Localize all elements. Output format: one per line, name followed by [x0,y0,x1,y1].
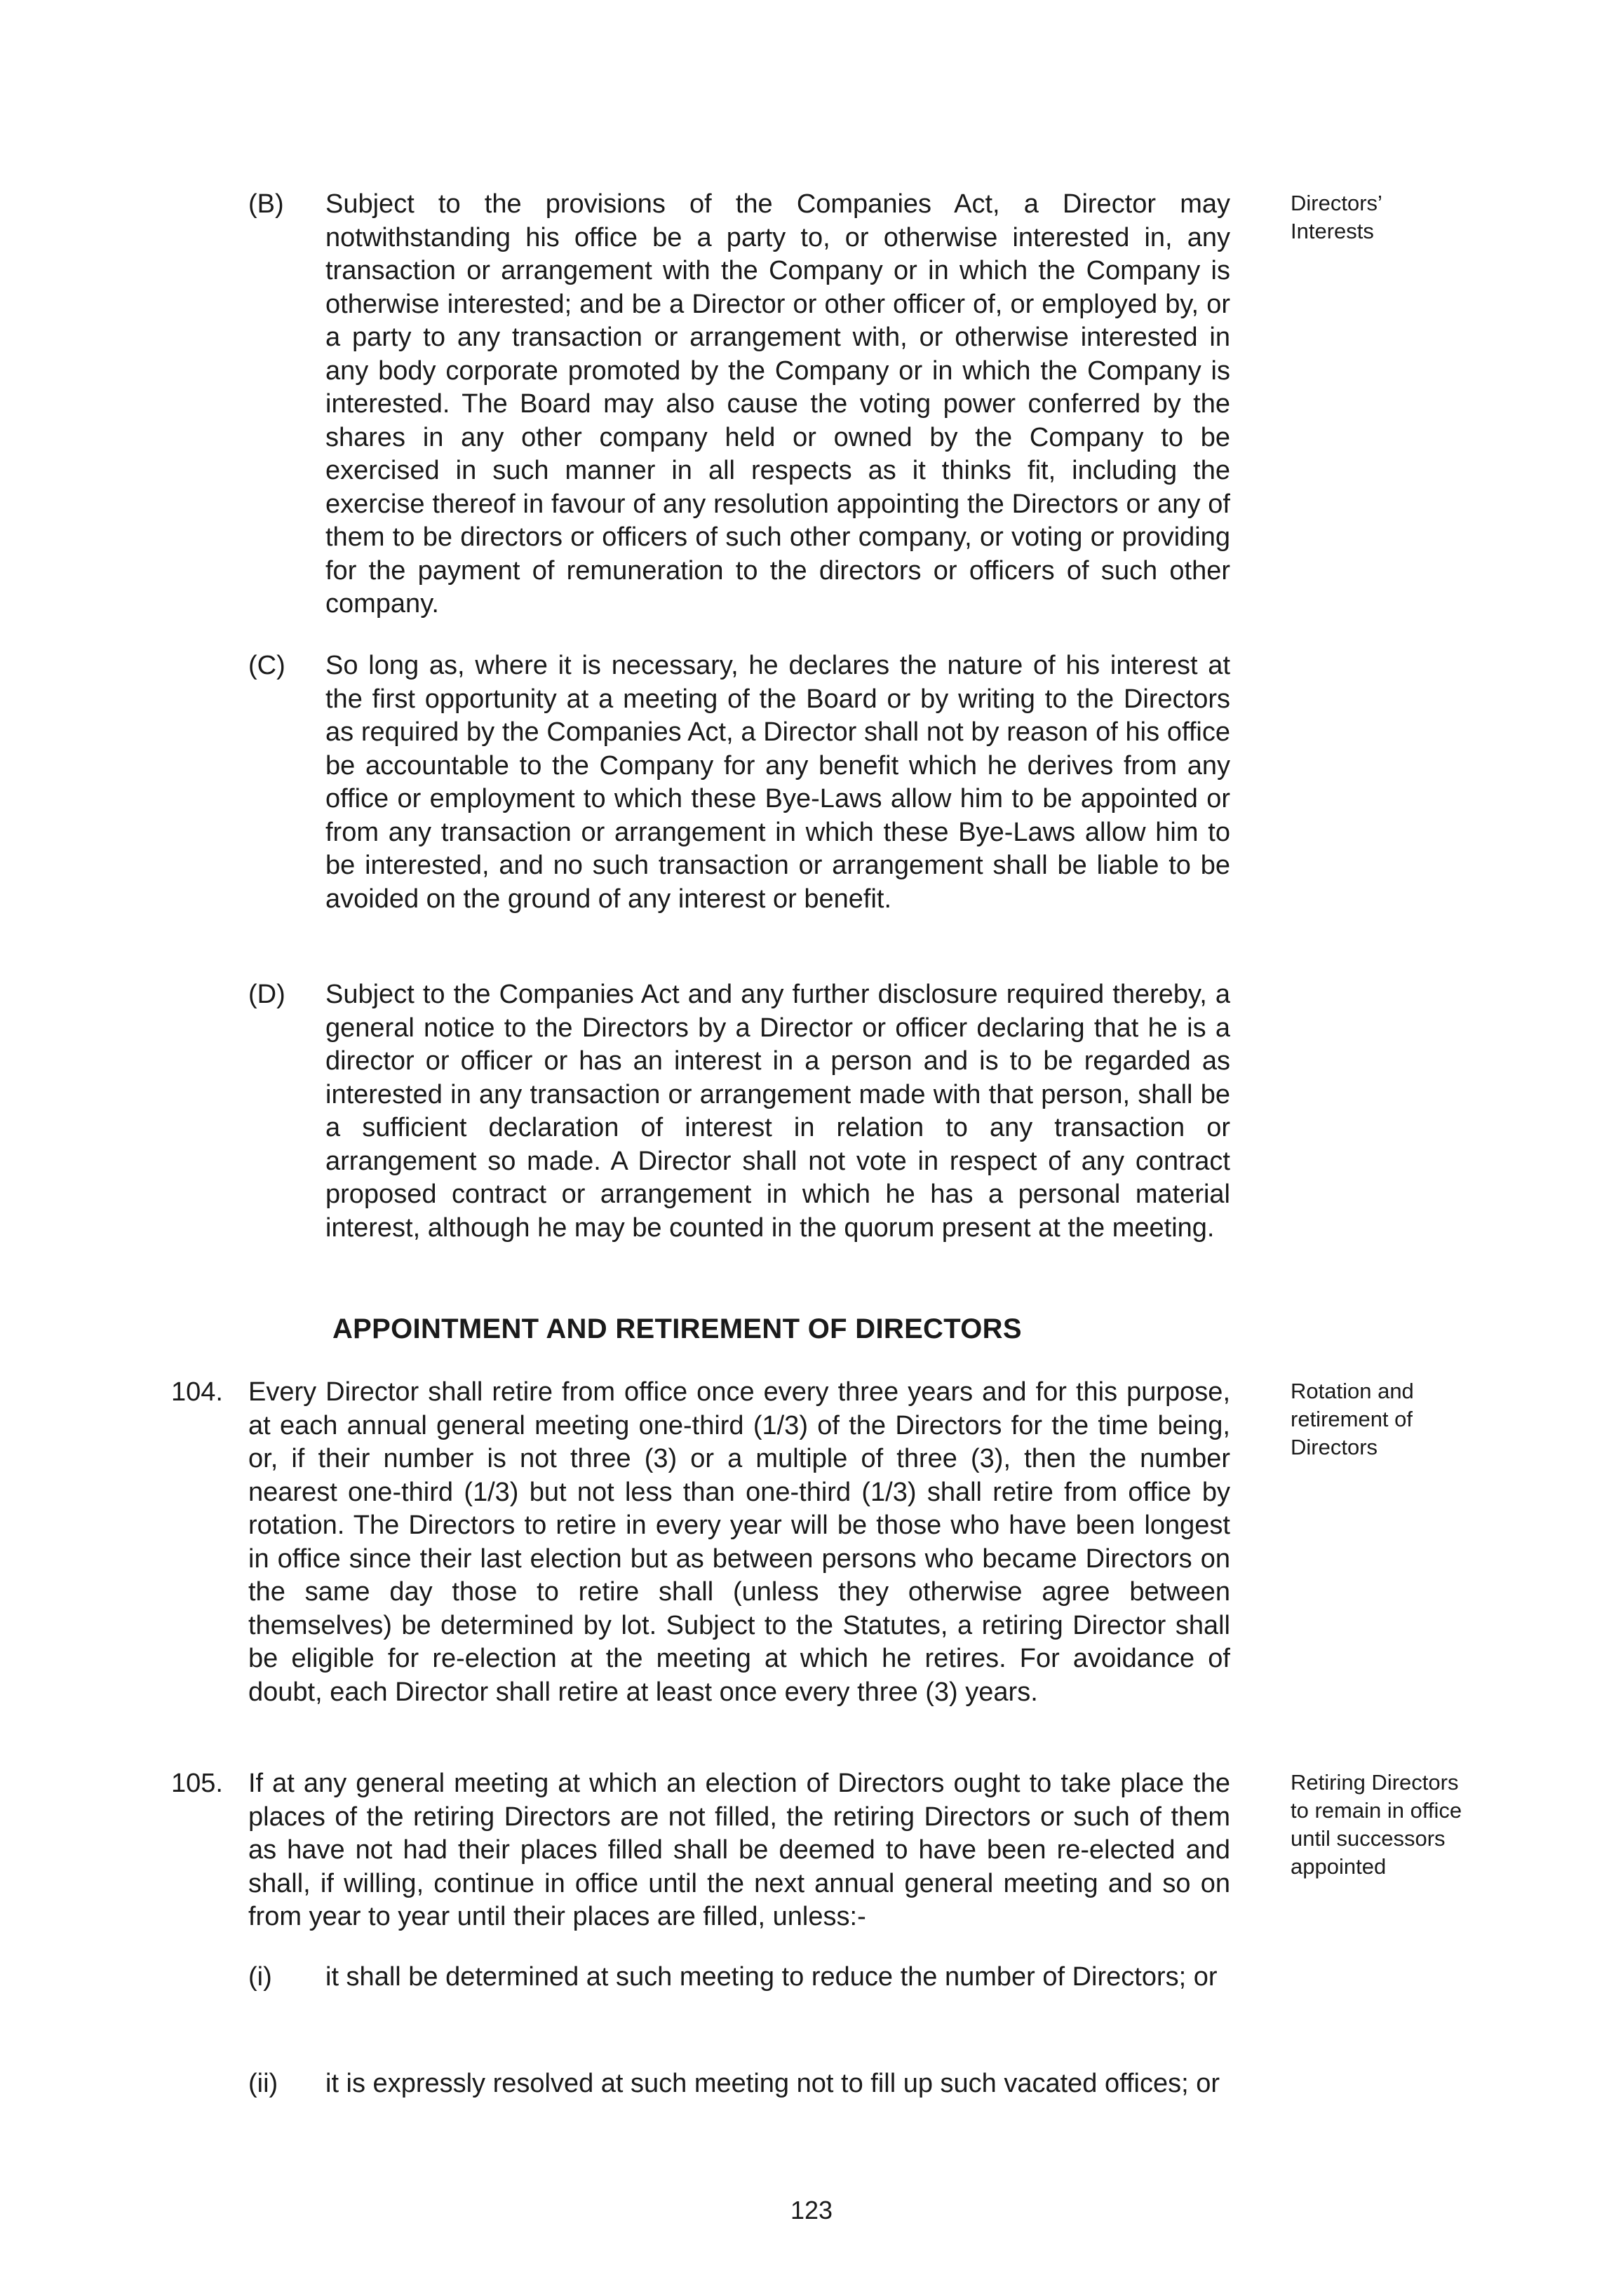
paragraph-label-105: 105. [171,1769,223,1798]
paragraph-105-text: If at any general meeting at which an election of Directors ought to take place the places of the retiring Directors are not filled, the retiring Directors or such of them as have not had their places filled shall be deemed to have been re-elected and shall, if willing, continue in office until the next annual general meeting and so on from year to year until their places are filled, unless:- [248,1769,1230,1931]
paragraph-label-d: (D) [248,980,285,1009]
paragraph-label-c: (C) [248,651,285,680]
section-heading: APPOINTMENT AND RETIREMENT OF DIRECTORS [332,1314,1022,1344]
paragraph-label-ii: (ii) [248,2069,278,2098]
paragraph-label-104: 104. [171,1377,223,1407]
paragraph-c-text: So long as, where it is necessary, he declares the nature of his interest at the first opportunity at a meeting of the Board or by writing to the Directors as required by the Companies Act, a Director shall not by reason of his office be accountable to the Company for any benefit which he derives from any office or employment to which these Bye-Laws allow him to be appointed or from any transaction or arrangement in which these Bye-Laws allow him to be interested, and no such transaction or arrangement shall be liable to be avoided on the ground of any interest or benefit. [325,651,1230,914]
paragraph-ii-text: it is expressly resolved at such meeting not to fill up such vacated offices; or [325,2069,1220,2098]
margin-note-rotation: Rotation and retirement of Directors [1291,1379,1414,1459]
paragraph-i-text: it shall be determined at such meeting to reduce the number of Directors; or [325,1962,1218,1992]
page-number: 123 [790,2196,833,2224]
margin-note-retiring: Retiring Directors to remain in office until successors appointed [1291,1770,1462,1879]
paragraph-label-i: (i) [248,1962,272,1992]
margin-note-directors-interests: Directors’ Interests [1291,191,1382,243]
paragraph-d-text: Subject to the Companies Act and any further disclosure required thereby, a general notice to the Directors by a Director or officer declaring that he is a director or officer or has an interest in a person and is to be regarded as interested in any transaction or arrangement made with that person, shall be a sufficient declaration of interest in relation to any transaction or arrangement so made. A Director shall not vote in respect of any contract proposed contract or arrangement in which he has a personal material interest, although he may be counted in the quorum present at the meeting. [325,980,1230,1243]
paragraph-104-text: Every Director shall retire from office once every three years and for this purpose, at each annual general meeting one-third (1/3) of the Directors for the time being, or, if their number is not three (3) or a multiple of three (3), then the number nearest one-third (1/3) but not less than one-third (1/3) shall retire from office by rotation. The Directors to retire in every year will be those who have been longest in office since their last election but as between persons who became Directors on the same day those to retire shall (unless they otherwise agree between themselves) be determined by lot. Subject to the Statutes, a retiring Director shall be eligible for re-election at the meeting at which he retires. For avoidance of doubt, each Director shall retire at least once every three (3) years. [248,1377,1230,1707]
paragraph-b-text: Subject to the provisions of the Companies Act, a Director may notwithstanding his office be a party to, or otherwise interested in, any transaction or arrangement with the Company or in which the Company is otherwise interested; and be a Director or other officer of, or employed by, or a party to any transaction or arrangement with, or otherwise interested in any body corporate promoted by the Company or in which the Company is interested. The Board may also cause the voting power conferred by the shares in any other company held or owned by the Company to be exercised in such manner in all respects as it thinks fit, including the exercise thereof in favour of any resolution appointing the Directors or any of them to be directors or officers of such other company, or voting or providing for the payment of remuneration to the directors or officers of such other company. [325,189,1230,619]
paragraph-label-b: (B) [248,189,284,219]
